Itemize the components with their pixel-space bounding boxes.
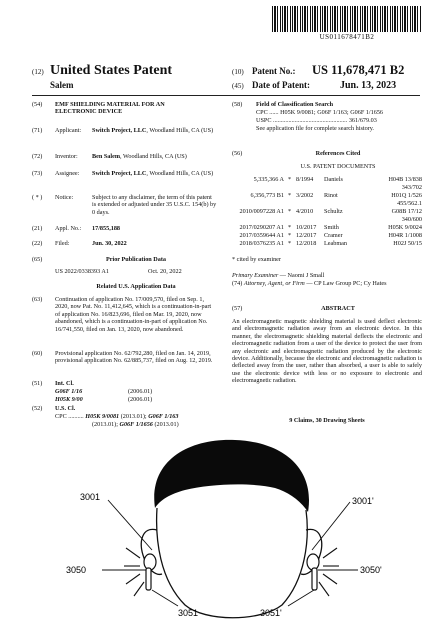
abstract-title: ABSTRACT (321, 305, 355, 312)
references-table (226, 176, 426, 248)
reference-row: 6,356,773 B1 * 3/2002 Rinot H01Q 1/526 (250, 192, 422, 199)
code-58: (58) (232, 101, 243, 108)
us-cl-label: U.S. Cl. (55, 405, 76, 412)
us-cl-line-2: (2013.01); G06F 1/1656 (2013.01) (92, 421, 179, 428)
code-72: (72) (32, 153, 43, 160)
hair-shape (154, 440, 309, 512)
us-patent-docs-title: U.S. PATENT DOCUMENTS (300, 163, 376, 170)
code-22: (22) (32, 240, 43, 247)
code-56: (56) (232, 150, 243, 157)
filed-value: Jun. 30, 2022 (92, 240, 127, 247)
code-52: (52) (32, 405, 43, 412)
reference-row: 2010/0097228 A1 * 4/2010 Schultz G08B 17/12 (239, 208, 422, 215)
int-cl-label: Int. Cl. (55, 380, 74, 387)
code-71: (71) (32, 127, 43, 134)
code-63: (63) (32, 296, 43, 303)
assignee-value: Switch Project, LLC, Woodland Hills, CA (US) (92, 170, 214, 177)
label-3001: 3001 (80, 492, 101, 502)
figure-drawing (60, 430, 400, 630)
code-51: (51) (32, 380, 43, 387)
code-notice: ( * ) (32, 194, 43, 201)
field-search-uspc: USPC ................................................ 361/679.03 (256, 117, 377, 124)
appl-no-label: Appl. No.: (55, 225, 82, 232)
patent-no-value: US 11,678,471 B2 (312, 63, 405, 77)
code-21: (21) (32, 225, 43, 232)
applicant-value: Switch Project, LLC, Woodland Hills, CA (US) (92, 127, 214, 134)
filed-label: Filed: (55, 240, 70, 247)
patent-no-label: Patent No.: (252, 66, 296, 76)
appl-no-value: 17/855,188 (92, 225, 121, 232)
publication-number: US011678471B2 (319, 33, 375, 41)
references-title: References Cited (315, 150, 361, 157)
barcode (272, 6, 422, 32)
right-earbud-stem (312, 568, 317, 590)
label-3050-prime: 3050' (360, 565, 382, 575)
invention-title: EMF SHIELDING MATERIAL FOR AN ELECTRONIC DEVICE (55, 101, 165, 116)
patent-type-title: United States Patent (50, 63, 173, 78)
leader-3001p (312, 502, 350, 550)
face-outline (157, 508, 308, 618)
field-search-title: Field of Classification Search (256, 101, 334, 108)
left-earbud-stem (146, 568, 151, 590)
reference-row: 340/600 (401, 216, 422, 223)
code-12: (12) (32, 68, 44, 76)
prior-pub-title: Prior Publication Data (105, 256, 167, 263)
reference-row: 2018/0376235 A1 * 12/2018 Leabman H02J 50/15 (239, 240, 422, 247)
primary-examiner: Primary Examiner — Naomi J Small (232, 272, 325, 279)
code-60: (60) (32, 350, 43, 357)
label-3051: 3051 (178, 608, 199, 618)
code-73: (73) (32, 170, 43, 177)
field-search-see: See application file for complete search history. (256, 125, 374, 132)
us-cl-line-1: CPC .......... H05K 9/0081 (2013.01); G06F 1/163 (55, 413, 179, 420)
continuation-text: Continuation of application No. 17/009,570, filed on Sep. 1, 2020, now Pat. No. 11,412,645, which is a continuation-in-part of application No. 16/823,696, filed on Mar. 19, 2020, now abandoned, which is a continuation-in-part of application No. 16/741,550, filed on Jan. 13, 2020, now abandoned. (55, 296, 212, 333)
claims-sheets: 9 Claims, 30 Drawing Sheets (289, 417, 365, 424)
inventor-label: Inventor: (55, 153, 78, 160)
reference-row: 2017/0290207 A1 * 10/2017 Smith H05K 9/0024 (239, 224, 422, 231)
date-label: Date of Patent: (252, 80, 310, 90)
leader-3001 (108, 500, 152, 550)
int-cl-class-2: H05K 9/00 (55, 396, 83, 403)
reference-row: 5,335,366 A * 8/1994 Daniels H04B 13/838 (253, 176, 422, 183)
code-54: (54) (32, 101, 43, 108)
attorney-agent: (74) Attorney, Agent, or Firm — CP Law Group PC; Cy Hates (232, 280, 387, 287)
assignee-label: Assignee: (55, 170, 80, 177)
right-radiation-lines (319, 548, 339, 596)
inventor-short: Salem (50, 80, 74, 90)
field-search-cpc: CPC ...... H05K 9/0081; G06F 1/163; G06F 1/1656 (256, 109, 384, 116)
reference-row: 2017/0359644 A1 * 12/2017 Cramer H04R 1/1008 (239, 232, 422, 239)
code-45: (45) (232, 82, 244, 90)
cited-by-examiner-note: * cited by examiner (232, 256, 281, 263)
date-value: Jun. 13, 2023 (340, 80, 397, 91)
prior-pub-number: US 2022/0338393 A1 (55, 268, 109, 275)
provisional-text: Provisional application No. 62/792,280, filed on Jan. 14, 2019, provisional application No. 62/885,737, filed on Aug. 12, 2019. (55, 350, 213, 365)
left-radiation-lines (124, 548, 144, 596)
related-data-title: Related U.S. Application Data (96, 283, 176, 290)
applicant-label: Applicant: (55, 127, 82, 134)
label-3001-prime: 3001' (352, 496, 374, 506)
code-57: (57) (232, 305, 243, 312)
inventor-value: Ben Salem, Woodland Hills, CA (US) (92, 153, 187, 160)
label-3050: 3050 (66, 565, 87, 575)
int-cl-class-1: G06F 1/16 (55, 388, 83, 395)
int-cl-date-2: (2006.01) (128, 396, 153, 403)
prior-pub-date: Oct. 20, 2022 (148, 268, 182, 275)
notice-text: Subject to any disclaimer, the term of this patent is extended or adjusted under 35 U.S.C. 154(b) by 0 days. (92, 194, 217, 216)
reference-row: 343/702 (401, 184, 422, 191)
notice-label: Notice: (55, 194, 74, 201)
reference-row: 455/562.1 (397, 200, 422, 207)
label-3051-prime: 3051' (260, 608, 282, 618)
int-cl-date-1: (2006.01) (128, 388, 153, 395)
header-rule (32, 95, 420, 96)
code-65: (65) (32, 256, 43, 263)
abstract-text: An electromagnetic magnetic shielding material is used deflect electronic and electromagnetic radiation away from an electronic device. In this manner, the electromagnetic shielding material deflects the electronic and electromagnetic radiation from a user of the device to protect the user from any electronic and electromagnetic radiation produced by the electronic device. Additionally, because the electronic and electromagnetic radiation is deflected away from the user, rather than absorbed, a user is able to safely use the electronic device with less or no exposure to electronic and electromagnetic radiation. (232, 318, 422, 385)
code-10: (10) (232, 68, 244, 76)
